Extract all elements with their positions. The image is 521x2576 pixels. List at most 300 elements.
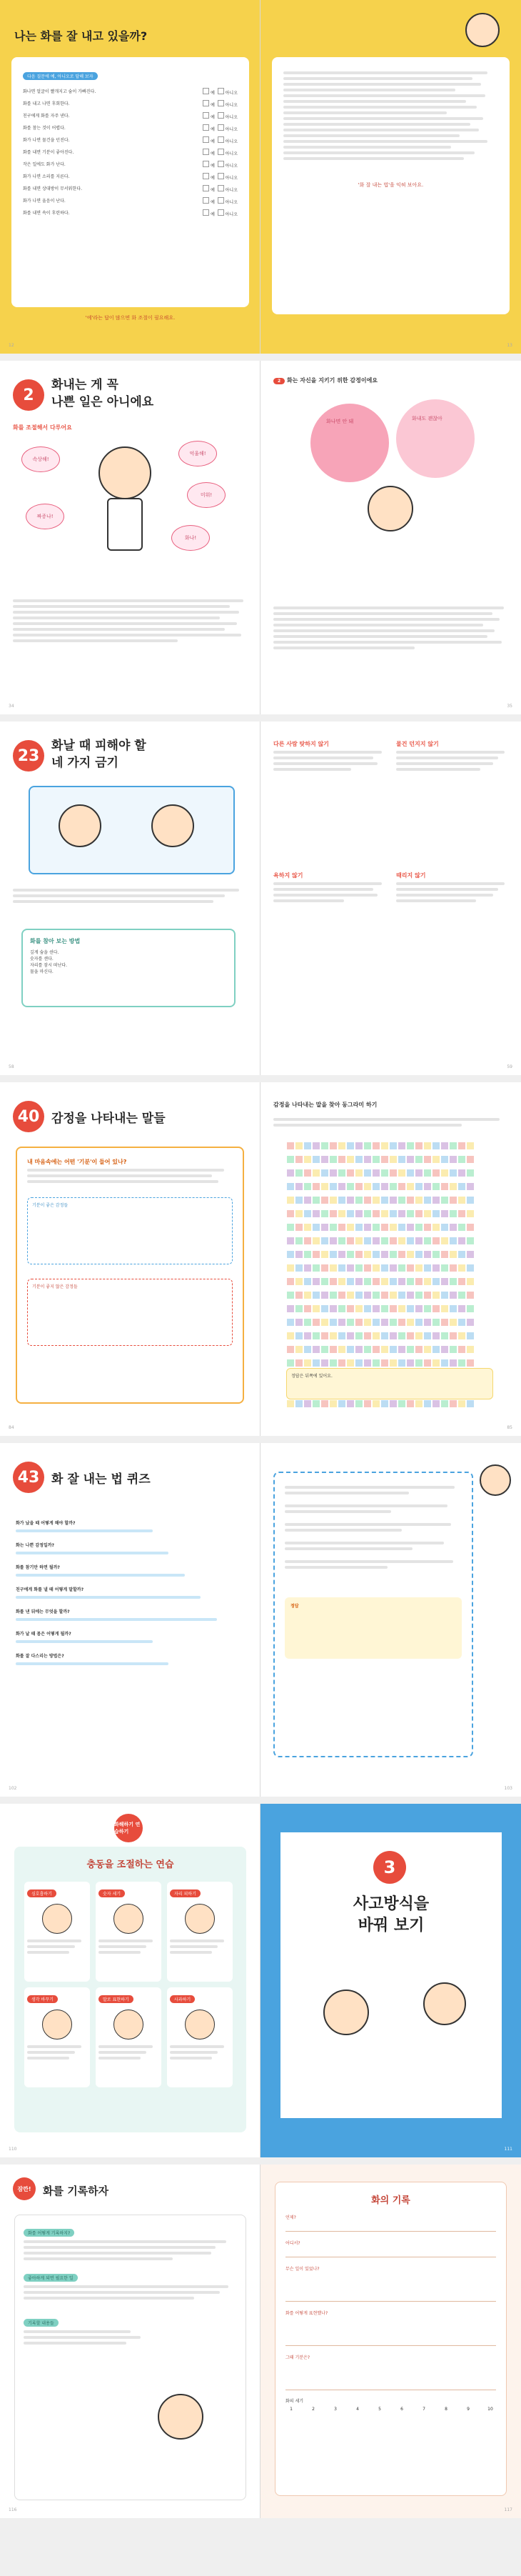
grid-cell[interactable] (381, 1346, 388, 1353)
grid-cell[interactable] (407, 1278, 414, 1285)
grid-cell[interactable] (355, 1156, 363, 1163)
grid-cell[interactable] (433, 1156, 440, 1163)
grid-cell[interactable] (287, 1400, 294, 1407)
grid-cell[interactable] (390, 1237, 397, 1244)
grid-cell[interactable] (458, 1142, 465, 1149)
grid-cell[interactable] (355, 1264, 363, 1272)
no-checkbox[interactable] (218, 149, 224, 155)
grid-cell[interactable] (321, 1305, 328, 1312)
grid-cell[interactable] (338, 1292, 345, 1299)
grid-cell[interactable] (355, 1142, 363, 1149)
grid-cell[interactable] (433, 1210, 440, 1217)
grid-cell[interactable] (347, 1169, 354, 1177)
no-checkbox[interactable] (218, 112, 224, 119)
scale-point[interactable]: 5 (378, 2407, 381, 2412)
grid-cell[interactable] (415, 1169, 423, 1177)
grid-cell[interactable] (424, 1156, 431, 1163)
grid-cell[interactable] (458, 1251, 465, 1258)
no-checkbox[interactable] (218, 197, 224, 204)
grid-cell[interactable] (355, 1305, 363, 1312)
yes-checkbox[interactable] (203, 173, 209, 179)
grid-cell[interactable] (373, 1237, 380, 1244)
grid-cell[interactable] (398, 1346, 405, 1353)
grid-cell[interactable] (424, 1197, 431, 1204)
grid-cell[interactable] (433, 1169, 440, 1177)
grid-cell[interactable] (330, 1142, 337, 1149)
grid-cell[interactable] (287, 1237, 294, 1244)
no-checkbox[interactable] (218, 161, 224, 167)
grid-cell[interactable] (415, 1183, 423, 1190)
grid-cell[interactable] (347, 1237, 354, 1244)
grid-cell[interactable] (321, 1237, 328, 1244)
grid-cell[interactable] (381, 1359, 388, 1367)
grid-cell[interactable] (373, 1332, 380, 1339)
grid-cell[interactable] (373, 1359, 380, 1367)
grid-cell[interactable] (433, 1292, 440, 1299)
grid-cell[interactable] (304, 1197, 311, 1204)
no-checkbox[interactable] (218, 173, 224, 179)
grid-cell[interactable] (390, 1359, 397, 1367)
grid-cell[interactable] (450, 1237, 457, 1244)
grid-cell[interactable] (330, 1305, 337, 1312)
form-field-input[interactable] (285, 2361, 496, 2390)
grid-cell[interactable] (381, 1183, 388, 1190)
grid-cell[interactable] (441, 1183, 448, 1190)
no-checkbox[interactable] (218, 124, 224, 131)
grid-cell[interactable] (364, 1319, 371, 1326)
grid-cell[interactable] (295, 1305, 303, 1312)
yes-checkbox[interactable] (203, 161, 209, 167)
grid-cell[interactable] (450, 1332, 457, 1339)
grid-cell[interactable] (398, 1251, 405, 1258)
grid-cell[interactable] (450, 1278, 457, 1285)
grid-cell[interactable] (381, 1156, 388, 1163)
no-checkbox[interactable] (218, 209, 224, 216)
grid-cell[interactable] (441, 1292, 448, 1299)
grid-cell[interactable] (398, 1183, 405, 1190)
grid-cell[interactable] (321, 1319, 328, 1326)
grid-cell[interactable] (338, 1264, 345, 1272)
grid-cell[interactable] (330, 1292, 337, 1299)
grid-cell[interactable] (424, 1210, 431, 1217)
grid-cell[interactable] (407, 1400, 414, 1407)
grid-cell[interactable] (467, 1305, 474, 1312)
grid-cell[interactable] (441, 1210, 448, 1217)
grid-cell[interactable] (381, 1197, 388, 1204)
grid-cell[interactable] (364, 1224, 371, 1231)
grid-cell[interactable] (433, 1237, 440, 1244)
grid-cell[interactable] (415, 1319, 423, 1326)
grid-cell[interactable] (330, 1400, 337, 1407)
grid-cell[interactable] (355, 1237, 363, 1244)
grid-cell[interactable] (458, 1197, 465, 1204)
grid-cell[interactable] (364, 1169, 371, 1177)
grid-cell[interactable] (321, 1210, 328, 1217)
grid-cell[interactable] (433, 1251, 440, 1258)
grid-cell[interactable] (364, 1332, 371, 1339)
grid-cell[interactable] (295, 1292, 303, 1299)
grid-cell[interactable] (398, 1319, 405, 1326)
grid-cell[interactable] (424, 1278, 431, 1285)
grid-cell[interactable] (295, 1210, 303, 1217)
grid-cell[interactable] (313, 1346, 320, 1353)
grid-cell[interactable] (381, 1210, 388, 1217)
grid-cell[interactable] (373, 1319, 380, 1326)
grid-cell[interactable] (338, 1169, 345, 1177)
grid-cell[interactable] (364, 1264, 371, 1272)
grid-cell[interactable] (313, 1197, 320, 1204)
grid-cell[interactable] (398, 1210, 405, 1217)
grid-cell[interactable] (321, 1292, 328, 1299)
yes-checkbox[interactable] (203, 124, 209, 131)
grid-cell[interactable] (373, 1183, 380, 1190)
grid-cell[interactable] (321, 1332, 328, 1339)
grid-cell[interactable] (467, 1224, 474, 1231)
grid-cell[interactable] (330, 1224, 337, 1231)
grid-cell[interactable] (304, 1251, 311, 1258)
grid-cell[interactable] (433, 1400, 440, 1407)
grid-cell[interactable] (415, 1305, 423, 1312)
grid-cell[interactable] (287, 1346, 294, 1353)
grid-cell[interactable] (373, 1142, 380, 1149)
grid-cell[interactable] (407, 1346, 414, 1353)
grid-cell[interactable] (424, 1359, 431, 1367)
grid-cell[interactable] (467, 1169, 474, 1177)
grid-cell[interactable] (347, 1142, 354, 1149)
grid-cell[interactable] (407, 1292, 414, 1299)
grid-cell[interactable] (304, 1183, 311, 1190)
grid-cell[interactable] (364, 1278, 371, 1285)
grid-cell[interactable] (450, 1292, 457, 1299)
grid-cell[interactable] (338, 1183, 345, 1190)
grid-cell[interactable] (295, 1237, 303, 1244)
grid-cell[interactable] (364, 1251, 371, 1258)
grid-cell[interactable] (407, 1197, 414, 1204)
grid-cell[interactable] (304, 1305, 311, 1312)
grid-cell[interactable] (381, 1400, 388, 1407)
grid-cell[interactable] (390, 1305, 397, 1312)
grid-cell[interactable] (415, 1224, 423, 1231)
grid-cell[interactable] (313, 1142, 320, 1149)
grid-cell[interactable] (441, 1346, 448, 1353)
grid-cell[interactable] (330, 1183, 337, 1190)
grid-cell[interactable] (347, 1292, 354, 1299)
form-field-input[interactable] (285, 2317, 496, 2346)
scale-point[interactable]: 7 (423, 2407, 425, 2412)
grid-cell[interactable] (407, 1319, 414, 1326)
grid-cell[interactable] (338, 1142, 345, 1149)
grid-cell[interactable] (338, 1400, 345, 1407)
grid-cell[interactable] (424, 1305, 431, 1312)
scale-point[interactable]: 1 (290, 2407, 293, 2412)
grid-cell[interactable] (330, 1359, 337, 1367)
grid-cell[interactable] (424, 1142, 431, 1149)
grid-cell[interactable] (450, 1224, 457, 1231)
grid-cell[interactable] (355, 1332, 363, 1339)
grid-cell[interactable] (295, 1156, 303, 1163)
grid-cell[interactable] (338, 1210, 345, 1217)
grid-cell[interactable] (390, 1292, 397, 1299)
grid-cell[interactable] (415, 1292, 423, 1299)
grid-cell[interactable] (373, 1251, 380, 1258)
grid-cell[interactable] (467, 1142, 474, 1149)
grid-cell[interactable] (330, 1346, 337, 1353)
grid-cell[interactable] (467, 1400, 474, 1407)
grid-cell[interactable] (467, 1346, 474, 1353)
grid-cell[interactable] (424, 1224, 431, 1231)
grid-cell[interactable] (321, 1169, 328, 1177)
grid-cell[interactable] (415, 1210, 423, 1217)
grid-cell[interactable] (441, 1156, 448, 1163)
grid-cell[interactable] (467, 1278, 474, 1285)
grid-cell[interactable] (304, 1400, 311, 1407)
grid-cell[interactable] (398, 1156, 405, 1163)
grid-cell[interactable] (321, 1346, 328, 1353)
grid-cell[interactable] (433, 1224, 440, 1231)
grid-cell[interactable] (373, 1278, 380, 1285)
grid-cell[interactable] (287, 1332, 294, 1339)
grid-cell[interactable] (458, 1169, 465, 1177)
grid-cell[interactable] (390, 1251, 397, 1258)
grid-cell[interactable] (313, 1319, 320, 1326)
grid-cell[interactable] (467, 1359, 474, 1367)
grid-cell[interactable] (330, 1278, 337, 1285)
grid-cell[interactable] (467, 1210, 474, 1217)
grid-cell[interactable] (313, 1251, 320, 1258)
grid-cell[interactable] (458, 1346, 465, 1353)
grid-cell[interactable] (458, 1224, 465, 1231)
grid-cell[interactable] (458, 1156, 465, 1163)
grid-cell[interactable] (433, 1332, 440, 1339)
grid-cell[interactable] (321, 1400, 328, 1407)
grid-cell[interactable] (295, 1400, 303, 1407)
grid-cell[interactable] (450, 1142, 457, 1149)
grid-cell[interactable] (287, 1156, 294, 1163)
grid-cell[interactable] (338, 1224, 345, 1231)
grid-cell[interactable] (355, 1210, 363, 1217)
grid-cell[interactable] (398, 1292, 405, 1299)
grid-cell[interactable] (407, 1264, 414, 1272)
grid-cell[interactable] (433, 1264, 440, 1272)
grid-cell[interactable] (287, 1183, 294, 1190)
grid-cell[interactable] (364, 1210, 371, 1217)
no-checkbox[interactable] (218, 100, 224, 106)
grid-cell[interactable] (321, 1359, 328, 1367)
grid-cell[interactable] (381, 1264, 388, 1272)
yes-checkbox[interactable] (203, 185, 209, 191)
grid-cell[interactable] (373, 1264, 380, 1272)
grid-cell[interactable] (398, 1224, 405, 1231)
grid-cell[interactable] (390, 1183, 397, 1190)
grid-cell[interactable] (450, 1156, 457, 1163)
grid-cell[interactable] (407, 1156, 414, 1163)
scale-point[interactable]: 2 (312, 2407, 315, 2412)
grid-cell[interactable] (347, 1400, 354, 1407)
grid-cell[interactable] (398, 1305, 405, 1312)
grid-cell[interactable] (313, 1332, 320, 1339)
grid-cell[interactable] (398, 1237, 405, 1244)
scale-point[interactable]: 8 (445, 2407, 447, 2412)
grid-cell[interactable] (295, 1346, 303, 1353)
scale-point[interactable]: 6 (400, 2407, 403, 2412)
grid-cell[interactable] (467, 1156, 474, 1163)
grid-cell[interactable] (441, 1332, 448, 1339)
grid-cell[interactable] (424, 1346, 431, 1353)
grid-cell[interactable] (407, 1169, 414, 1177)
grid-cell[interactable] (433, 1305, 440, 1312)
grid-cell[interactable] (313, 1169, 320, 1177)
grid-cell[interactable] (467, 1264, 474, 1272)
grid-cell[interactable] (424, 1169, 431, 1177)
form-field-input[interactable] (285, 2272, 496, 2302)
grid-cell[interactable] (338, 1197, 345, 1204)
grid-cell[interactable] (467, 1251, 474, 1258)
grid-cell[interactable] (304, 1169, 311, 1177)
grid-cell[interactable] (321, 1224, 328, 1231)
grid-cell[interactable] (390, 1197, 397, 1204)
yes-checkbox[interactable] (203, 197, 209, 204)
grid-cell[interactable] (304, 1292, 311, 1299)
grid-cell[interactable] (364, 1359, 371, 1367)
grid-cell[interactable] (381, 1224, 388, 1231)
grid-cell[interactable] (364, 1142, 371, 1149)
grid-cell[interactable] (330, 1169, 337, 1177)
grid-cell[interactable] (441, 1237, 448, 1244)
grid-cell[interactable] (390, 1142, 397, 1149)
grid-cell[interactable] (458, 1332, 465, 1339)
grid-cell[interactable] (295, 1183, 303, 1190)
grid-cell[interactable] (364, 1237, 371, 1244)
grid-cell[interactable] (381, 1292, 388, 1299)
grid-cell[interactable] (407, 1359, 414, 1367)
grid-cell[interactable] (347, 1210, 354, 1217)
grid-cell[interactable] (407, 1305, 414, 1312)
grid-cell[interactable] (321, 1251, 328, 1258)
grid-cell[interactable] (458, 1305, 465, 1312)
grid-cell[interactable] (364, 1292, 371, 1299)
grid-cell[interactable] (330, 1197, 337, 1204)
grid-cell[interactable] (287, 1224, 294, 1231)
yes-checkbox[interactable] (203, 136, 209, 143)
form-field-input[interactable] (285, 2221, 496, 2232)
grid-cell[interactable] (433, 1359, 440, 1367)
grid-cell[interactable] (450, 1346, 457, 1353)
grid-cell[interactable] (355, 1224, 363, 1231)
grid-cell[interactable] (295, 1169, 303, 1177)
grid-cell[interactable] (338, 1346, 345, 1353)
scale-point[interactable]: 4 (356, 2407, 359, 2412)
grid-cell[interactable] (364, 1183, 371, 1190)
grid-cell[interactable] (390, 1210, 397, 1217)
grid-cell[interactable] (355, 1346, 363, 1353)
grid-cell[interactable] (390, 1169, 397, 1177)
no-checkbox[interactable] (218, 136, 224, 143)
yes-checkbox[interactable] (203, 149, 209, 155)
grid-cell[interactable] (450, 1183, 457, 1190)
grid-cell[interactable] (287, 1264, 294, 1272)
grid-cell[interactable] (355, 1197, 363, 1204)
scale-point[interactable]: 10 (487, 2407, 493, 2412)
grid-cell[interactable] (450, 1264, 457, 1272)
grid-cell[interactable] (433, 1183, 440, 1190)
grid-cell[interactable] (304, 1224, 311, 1231)
grid-cell[interactable] (304, 1319, 311, 1326)
grid-cell[interactable] (338, 1156, 345, 1163)
grid-cell[interactable] (467, 1197, 474, 1204)
grid-cell[interactable] (321, 1142, 328, 1149)
grid-cell[interactable] (355, 1400, 363, 1407)
grid-cell[interactable] (441, 1400, 448, 1407)
grid-cell[interactable] (313, 1237, 320, 1244)
grid-cell[interactable] (287, 1142, 294, 1149)
grid-cell[interactable] (364, 1156, 371, 1163)
grid-cell[interactable] (398, 1197, 405, 1204)
grid-cell[interactable] (347, 1319, 354, 1326)
grid-cell[interactable] (313, 1156, 320, 1163)
grid-cell[interactable] (355, 1251, 363, 1258)
grid-cell[interactable] (390, 1332, 397, 1339)
grid-cell[interactable] (321, 1183, 328, 1190)
grid-cell[interactable] (458, 1292, 465, 1299)
grid-cell[interactable] (390, 1156, 397, 1163)
grid-cell[interactable] (424, 1251, 431, 1258)
grid-cell[interactable] (313, 1400, 320, 1407)
grid-cell[interactable] (313, 1292, 320, 1299)
grid-cell[interactable] (373, 1292, 380, 1299)
grid-cell[interactable] (433, 1142, 440, 1149)
grid-cell[interactable] (304, 1156, 311, 1163)
grid-cell[interactable] (355, 1359, 363, 1367)
grid-cell[interactable] (347, 1359, 354, 1367)
grid-cell[interactable] (441, 1319, 448, 1326)
grid-cell[interactable] (415, 1278, 423, 1285)
grid-cell[interactable] (415, 1237, 423, 1244)
grid-cell[interactable] (381, 1332, 388, 1339)
grid-cell[interactable] (441, 1278, 448, 1285)
grid-cell[interactable] (287, 1210, 294, 1217)
grid-cell[interactable] (467, 1237, 474, 1244)
grid-cell[interactable] (441, 1169, 448, 1177)
grid-cell[interactable] (424, 1319, 431, 1326)
grid-cell[interactable] (373, 1400, 380, 1407)
grid-cell[interactable] (304, 1142, 311, 1149)
grid-cell[interactable] (424, 1292, 431, 1299)
grid-cell[interactable] (398, 1332, 405, 1339)
grid-cell[interactable] (373, 1210, 380, 1217)
grid-cell[interactable] (347, 1197, 354, 1204)
grid-cell[interactable] (407, 1332, 414, 1339)
grid-cell[interactable] (424, 1264, 431, 1272)
grid-cell[interactable] (390, 1224, 397, 1231)
yes-checkbox[interactable] (203, 100, 209, 106)
grid-cell[interactable] (355, 1319, 363, 1326)
grid-cell[interactable] (338, 1305, 345, 1312)
grid-cell[interactable] (347, 1305, 354, 1312)
grid-cell[interactable] (458, 1264, 465, 1272)
grid-cell[interactable] (304, 1210, 311, 1217)
grid-cell[interactable] (415, 1251, 423, 1258)
grid-cell[interactable] (441, 1305, 448, 1312)
grid-cell[interactable] (295, 1359, 303, 1367)
grid-cell[interactable] (424, 1332, 431, 1339)
grid-cell[interactable] (458, 1237, 465, 1244)
grid-cell[interactable] (441, 1264, 448, 1272)
grid-cell[interactable] (373, 1224, 380, 1231)
grid-cell[interactable] (364, 1346, 371, 1353)
grid-cell[interactable] (450, 1359, 457, 1367)
grid-cell[interactable] (295, 1251, 303, 1258)
grid-cell[interactable] (304, 1237, 311, 1244)
